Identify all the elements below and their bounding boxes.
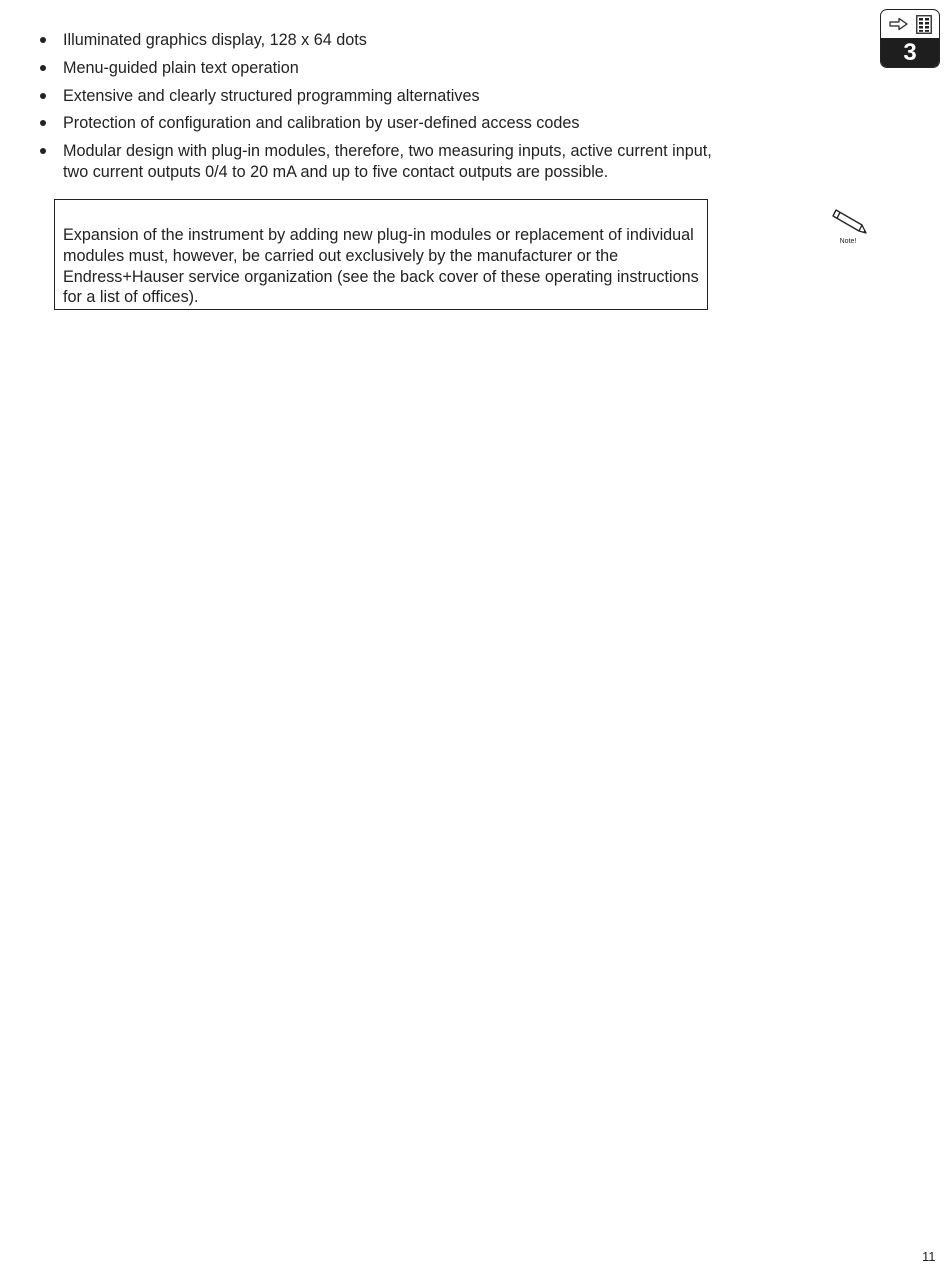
feature-list	[36, 30, 726, 189]
list-item-text: Extensive and clearly structured programming alternatives	[63, 86, 480, 105]
list-item	[36, 30, 726, 51]
list-item	[36, 113, 726, 134]
bullet-icon	[40, 148, 46, 154]
arrow-right-icon	[889, 17, 909, 31]
note-text: Expansion of the instrument by adding new plug-in modules or replacement of individual modules must, however, be carried out exclusively by the manufacturer or the Endress+Hauser service organization (see the back cover of these operating instructions for a list of offices).	[63, 226, 699, 307]
badge-icons	[881, 10, 939, 38]
list-item-text: Menu-guided plain text operation	[63, 58, 299, 77]
bullet-icon	[40, 120, 46, 126]
list-item	[36, 141, 726, 182]
table-icon	[916, 15, 932, 34]
note-marker	[826, 206, 870, 250]
chapter-number: 3	[881, 38, 939, 68]
page-number: 11	[922, 1249, 936, 1264]
list-item	[36, 86, 726, 107]
list-item-text: Protection of configuration and calibration by user-defined access codes	[63, 114, 580, 133]
bullet-icon	[40, 37, 46, 43]
bullet-icon	[40, 65, 46, 71]
pencil-note-icon	[828, 206, 868, 236]
chapter-badge	[880, 9, 940, 68]
list-item-text: Illuminated graphics display, 128 x 64 dots	[63, 31, 367, 49]
bullet-icon	[40, 93, 46, 99]
list-item	[36, 58, 726, 79]
note-box	[54, 199, 708, 310]
list-item-text: Modular design with plug-in modules, therefore, two measuring inputs, active current input, two current outputs 0/4 to 20 mA and up to five contact outputs are possible.	[63, 142, 712, 181]
note-label: Note!	[839, 238, 857, 245]
